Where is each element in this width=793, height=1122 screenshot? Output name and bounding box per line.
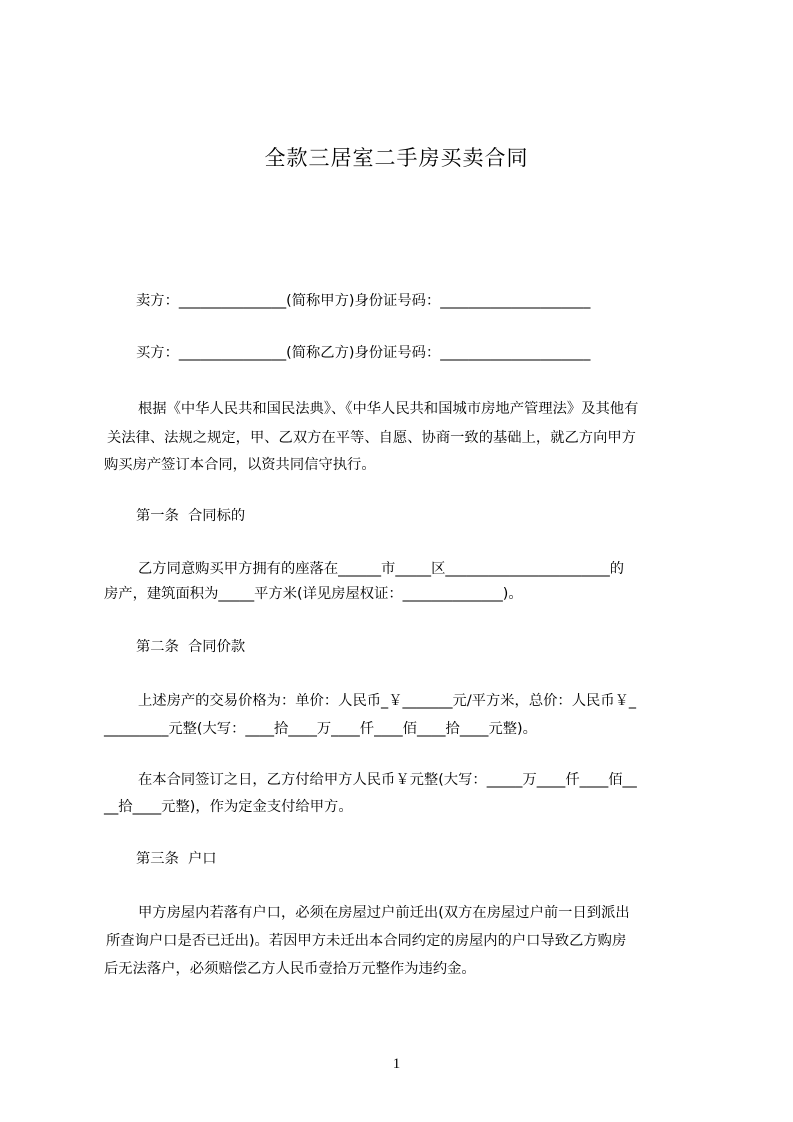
paragraph-line: 甲方房屋内若落有户口，必须在房屋过户前迁出(双方在房屋过户前一日到派出 — [138, 905, 630, 921]
buyer-line: 买方：_______________(简称乙方)身份证号码：_____________________ — [136, 345, 591, 361]
paragraph-line: 根据《中华人民共和国民法典》、《中华人民共和国城市房地产管理法》及其他有 — [138, 401, 639, 417]
paragraph-line: 关法律、法规之规定，甲、乙双方在平等、自愿、协商一致的基础上，就乙方向甲方 — [107, 430, 636, 446]
paragraph-line: 购买房产签订本合同，以资共同信守执行。 — [104, 457, 376, 473]
article2-heading: 第二条 合同价款 — [136, 639, 246, 655]
document-title: 全款三居室二手房买卖合同 — [264, 146, 529, 170]
paragraph-line: 在本合同签订之日，乙方付给甲方人民币￥元整(大写：_____万____仟____佰__ — [138, 772, 637, 788]
page-number: 1 — [392, 1056, 401, 1072]
article3-heading: 第三条 户口 — [136, 851, 217, 867]
paragraph-line: 所查询户口是否已迁出)。若因甲方未迁出本合同约定的房屋内的户口导致乙方购房 — [106, 933, 627, 949]
article1-heading: 第一条 合同标的 — [136, 508, 246, 524]
paragraph-line: 乙方同意购买甲方拥有的座落在______市_____区_______________________的 — [138, 561, 625, 577]
seller-line: 卖方：_______________(简称甲方)身份证号码：_____________________ — [136, 293, 591, 309]
paragraph-line: 后无法落户，必须赔偿乙方人民币壹拾万元整作为违约金。 — [104, 961, 476, 977]
paragraph-line: 房产，建筑面积为_____平方米(详见房屋权证：______________)。 — [104, 586, 523, 602]
paragraph-line: _________元整(大写：____拾____万____仟____佰____拾____元整)。 — [104, 721, 537, 737]
paragraph-line: __拾____元整)，作为定金支付给甲方。 — [104, 799, 353, 815]
paragraph-line: 上述房产的交易价格为：单价：人民币_￥_______元/平方米，总价：人民币￥_ — [138, 693, 637, 709]
